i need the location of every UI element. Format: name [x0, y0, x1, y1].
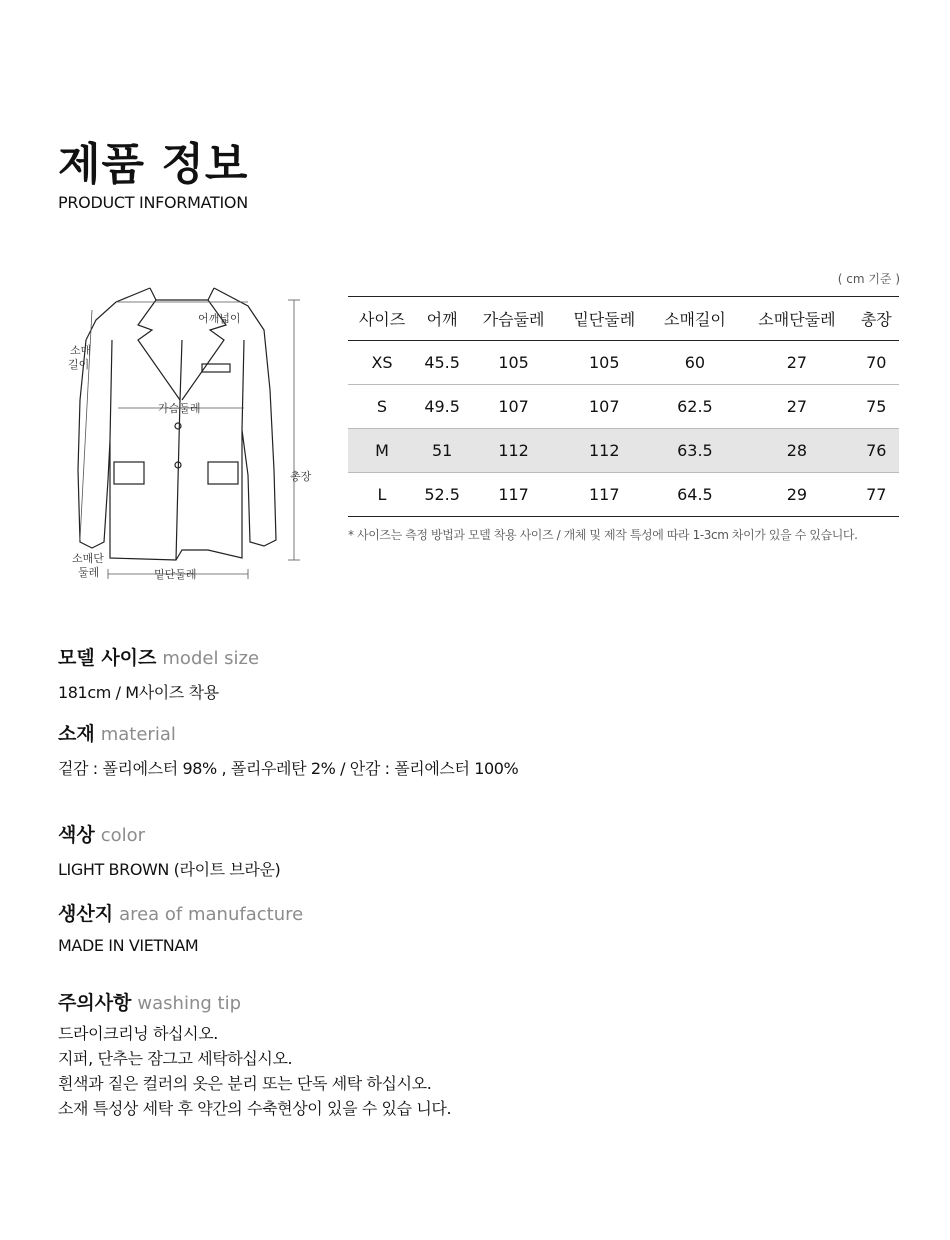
section-title: 소재 — [58, 723, 95, 745]
cell: 52.5 — [416, 473, 468, 517]
care-section — [58, 988, 451, 1121]
table-header-row — [348, 297, 899, 341]
cell: 64.5 — [650, 473, 741, 517]
section-title: 생산지 — [58, 903, 114, 925]
cell: 112 — [559, 429, 650, 473]
section-title: 모델 사이즈 — [58, 647, 157, 669]
page-subtitle: PRODUCT INFORMATION — [58, 193, 248, 212]
col-header: 어깨 — [416, 297, 468, 341]
page-title: 제품 정보 — [58, 139, 249, 190]
cell: 70 — [854, 341, 899, 385]
cell: 117 — [468, 473, 559, 517]
cell: 27 — [740, 385, 853, 429]
size-note: * 사이즈는 측정 방법과 모델 착용 사이즈 / 개체 및 제작 특성에 따라 1-3cm 차이가 있을 수 있습니다. — [348, 528, 858, 542]
cell: XS — [348, 341, 416, 385]
section-heading — [58, 988, 451, 1015]
color-section — [58, 820, 280, 880]
section-title: 주의사항 — [58, 992, 132, 1014]
cell: 45.5 — [416, 341, 468, 385]
unit-note: ( cm 기준 ) — [837, 272, 900, 286]
col-header: 소매길이 — [650, 297, 741, 341]
cell: 117 — [559, 473, 650, 517]
section-heading — [58, 820, 280, 847]
cell: 76 — [854, 429, 899, 473]
col-header: 소매단둘레 — [740, 297, 853, 341]
section-title-en: washing tip — [137, 993, 242, 1014]
cell: 60 — [650, 341, 741, 385]
label-hem: 밑단둘레 — [154, 568, 197, 581]
label-total: 총장 — [290, 470, 312, 483]
cell: 51 — [416, 429, 468, 473]
section-title-en: color — [100, 825, 146, 846]
cell: 107 — [559, 385, 650, 429]
label-cuff-1: 소매단 — [72, 552, 104, 565]
label-sleeve-1: 소매 — [70, 344, 92, 357]
cell: 107 — [468, 385, 559, 429]
table-row — [348, 385, 899, 429]
table-row-highlighted — [348, 429, 899, 473]
section-heading — [58, 719, 518, 746]
label-cuff-2: 둘레 — [78, 566, 100, 579]
cell: 28 — [740, 429, 853, 473]
table-row — [348, 473, 899, 517]
section-value: LIGHT BROWN (라이트 브라운) — [58, 860, 281, 879]
care-line: 소재 특성상 세탁 후 약간의 수축현상이 있을 수 있습 니다. — [58, 1099, 452, 1118]
cell: 27 — [740, 341, 853, 385]
care-line: 지퍼, 단추는 잠그고 세탁하십시오. — [58, 1049, 293, 1068]
care-line: 흰색과 짙은 컬러의 옷은 분리 또는 단독 세탁 하십시오. — [58, 1074, 432, 1093]
section-title-en: area of manufacture — [119, 904, 304, 925]
cell: M — [348, 429, 416, 473]
label-shoulder: 어깨넓이 — [198, 312, 241, 325]
section-value: 겉감 : 폴리에스터 98% , 폴리우레탄 2% / 안감 : 폴리에스터 100% — [58, 759, 519, 778]
section-title-en: material — [100, 724, 176, 745]
care-line: 드라이크리닝 하십시오. — [58, 1024, 218, 1043]
cell: 112 — [468, 429, 559, 473]
label-sleeve-2: 길이 — [68, 358, 90, 371]
model-size-section — [58, 643, 259, 703]
section-value: 181cm / M사이즈 착용 — [58, 683, 219, 702]
section-value: MADE IN VIETNAM — [58, 936, 199, 955]
material-section — [58, 719, 518, 779]
cell: 75 — [854, 385, 899, 429]
section-heading — [58, 643, 259, 670]
section-title-en: model size — [162, 648, 260, 669]
section-title: 색상 — [58, 824, 95, 846]
cell: 29 — [740, 473, 853, 517]
origin-section — [58, 899, 303, 955]
cell: 62.5 — [650, 385, 741, 429]
cell: 77 — [854, 473, 899, 517]
cell: 63.5 — [650, 429, 741, 473]
care-list — [58, 1021, 451, 1121]
cell: 105 — [559, 341, 650, 385]
jacket-diagram — [58, 280, 328, 590]
size-table — [348, 296, 899, 517]
cell: S — [348, 385, 416, 429]
col-header: 가슴둘레 — [468, 297, 559, 341]
section-heading — [58, 899, 303, 926]
col-header: 사이즈 — [348, 297, 416, 341]
label-chest: 가슴둘레 — [158, 402, 201, 415]
cell: 105 — [468, 341, 559, 385]
col-header: 밑단둘레 — [559, 297, 650, 341]
table-row — [348, 341, 899, 385]
cell: L — [348, 473, 416, 517]
cell: 49.5 — [416, 385, 468, 429]
col-header: 총장 — [854, 297, 899, 341]
